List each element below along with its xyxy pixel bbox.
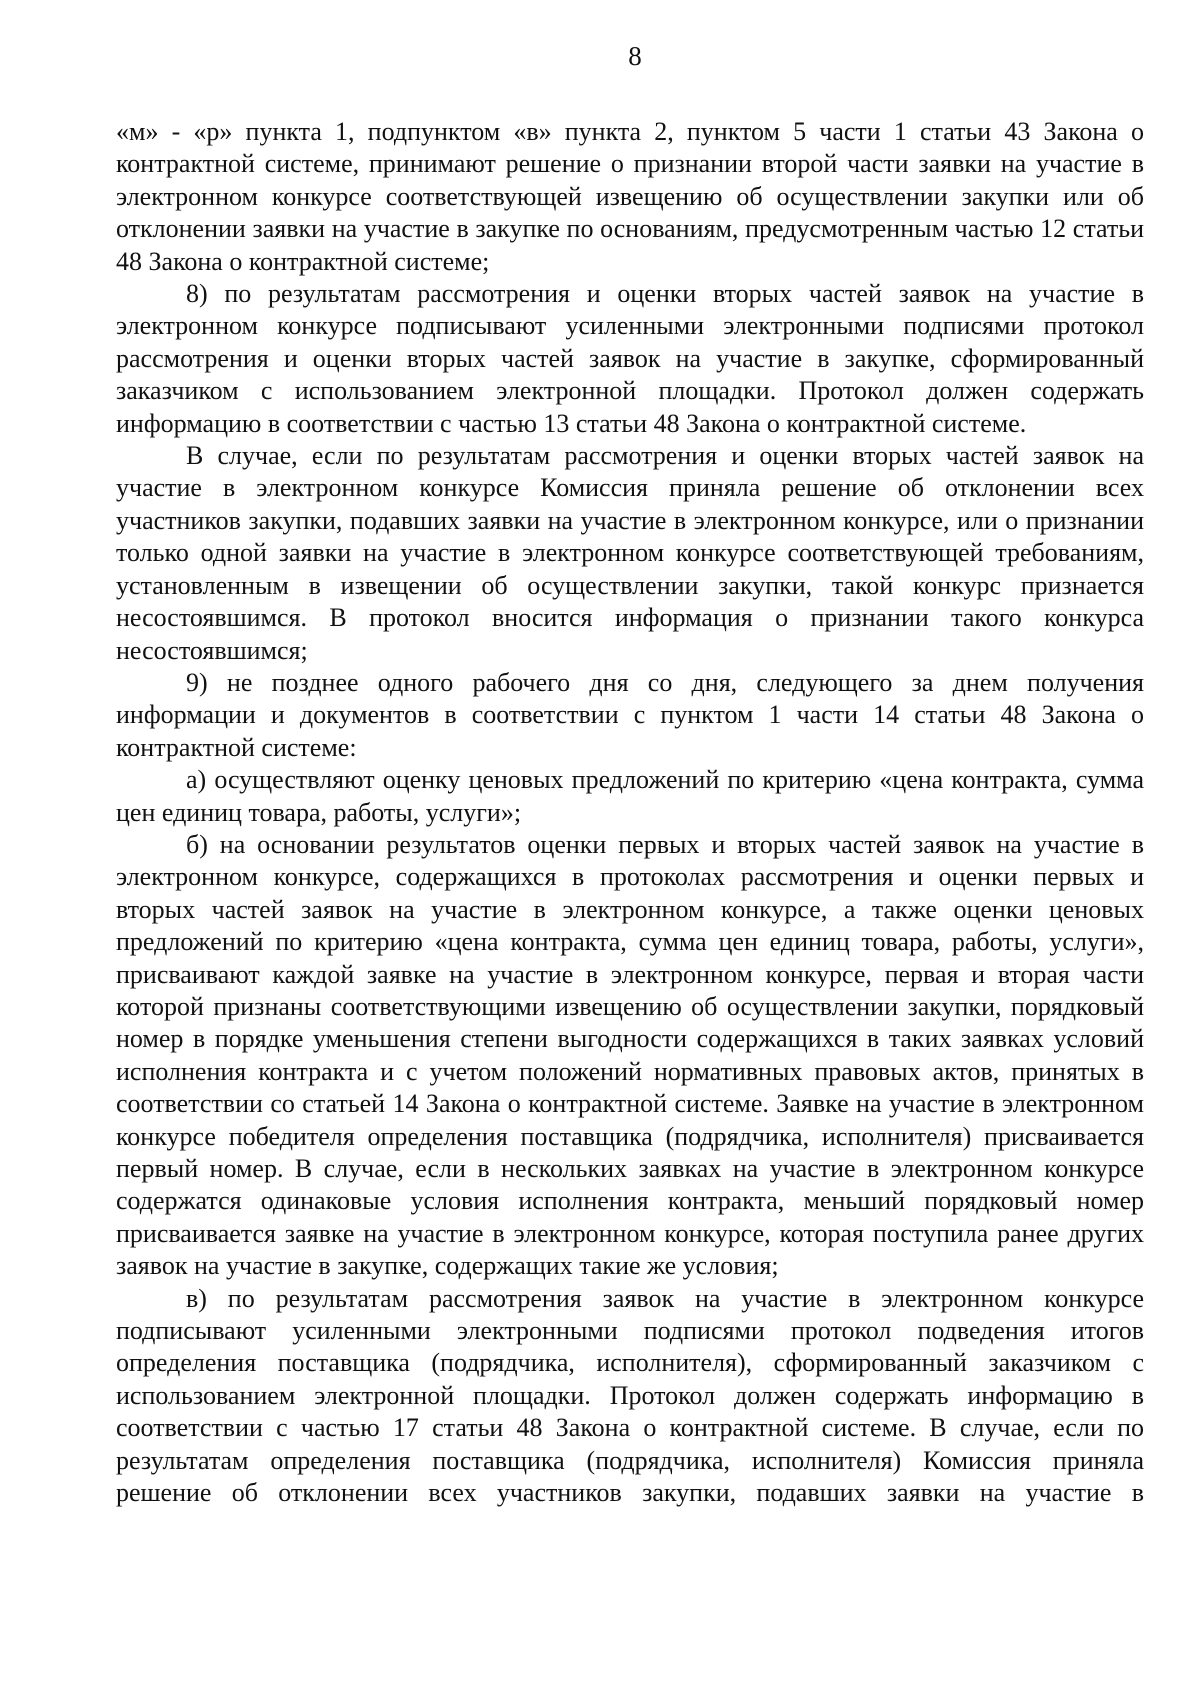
page-number: 8 bbox=[628, 41, 642, 71]
paragraph-item-9: 9) не позднее одного рабочего дня со дня, следующего за днем получения информации и документов в соответствии с пунктом 1 части 14 статьи 48 Закона о контрактной системе: bbox=[116, 667, 1144, 762]
paragraph-subitem-v: в) по результатам рассмотрения заявок на участие в электронном конкурсе подписывают усиленными электронными подписями протокол подведения итогов определения поставщика (подрядчика, исполнителя), сформированный заказчиком с использованием электронной площадки. Протокол должен содержать информацию в соответствии с частью 17 статьи 48 Закона о контрактной системе. В случае, если по результатам определения поставщика (подрядчика, исполнителя) Комиссия приняла решение об отклонении всех участников закупки, подавших заявки на участие в bbox=[116, 1283, 1144, 1508]
paragraph-contest-failed: В случае, если по результатам рассмотрения и оценки вторых частей заявок на участие в электронном конкурсе Комиссия приняла решение об отклонении всех участников закупки, подавших заявки на участие в электронном конкурсе, или о признании только одной заявки на участие в электронном конкурсе соответствующей требованиям, установленным в извещении об осуществлении закупки, такой конкурс признается несостоявшимся. В протокол вносится информация о признании такого конкурса несостоявшимся; bbox=[116, 441, 1144, 665]
paragraph-subitem-b: б) на основании результатов оценки первых и вторых частей заявок на участие в электронном конкурсе, содержащихся в протоколах рассмотрения и оценки первых и вторых частей заявок на участие в электронном конкурсе, а также оценки ценовых предложений по критерию «цена контракта, сумма цен единиц товара, работы, услуги», присваивают каждой заявке на участие в электронном конкурсе, первая и вторая части которой признаны соответствующими извещению об осуществлении закупки, порядковый номер в порядке уменьшения степени выгодности содержащихся в таких заявках условий исполнения контракта и с учетом положений нормативных правовых актов, принятых в соответствии со статьей 14 Закона о контрактной системе. Заявке на участие в электронном конкурсе победителя определения поставщика (подрядчика, исполнителя) присваивается первый номер. В случае, если в нескольких заявках на участие в электронном конкурсе содержатся одинаковые условия исполнения контракта, меньший порядковый номер присваивается заявке на участие в электронном конкурсе, которая поступила ранее других заявок на участие в закупке, содержащих такие же условия; bbox=[116, 829, 1144, 1281]
paragraph-continuation: «м» - «р» пункта 1, подпунктом «в» пункта 2, пунктом 5 части 1 статьи 43 Закона о контрактной системе, принимают решение о признании второй части заявки на участие в электронном конкурсе соответствующей извещению об осуществлении закупки или об отклонении заявки на участие в закупке по основаниям, предусмотренным частью 12 статьи 48 Закона о контрактной системе; bbox=[116, 117, 1144, 276]
paragraph-item-8: 8) по результатам рассмотрения и оценки вторых частей заявок на участие в электронном конкурсе подписывают усиленными электронными подписями протокол рассмотрения и оценки вторых частей заявок на участие в закупке, сформированный заказчиком с использованием электронной площадки. Протокол должен содержать информацию в соответствии с частью 13 статьи 48 Закона о контрактной системе. bbox=[116, 279, 1144, 438]
document-body bbox=[116, 116, 1144, 1509]
paragraph-subitem-a: а) осуществляют оценку ценовых предложений по критерию «цена контракта, сумма цен единиц товара, работы, услуги»; bbox=[116, 765, 1144, 827]
